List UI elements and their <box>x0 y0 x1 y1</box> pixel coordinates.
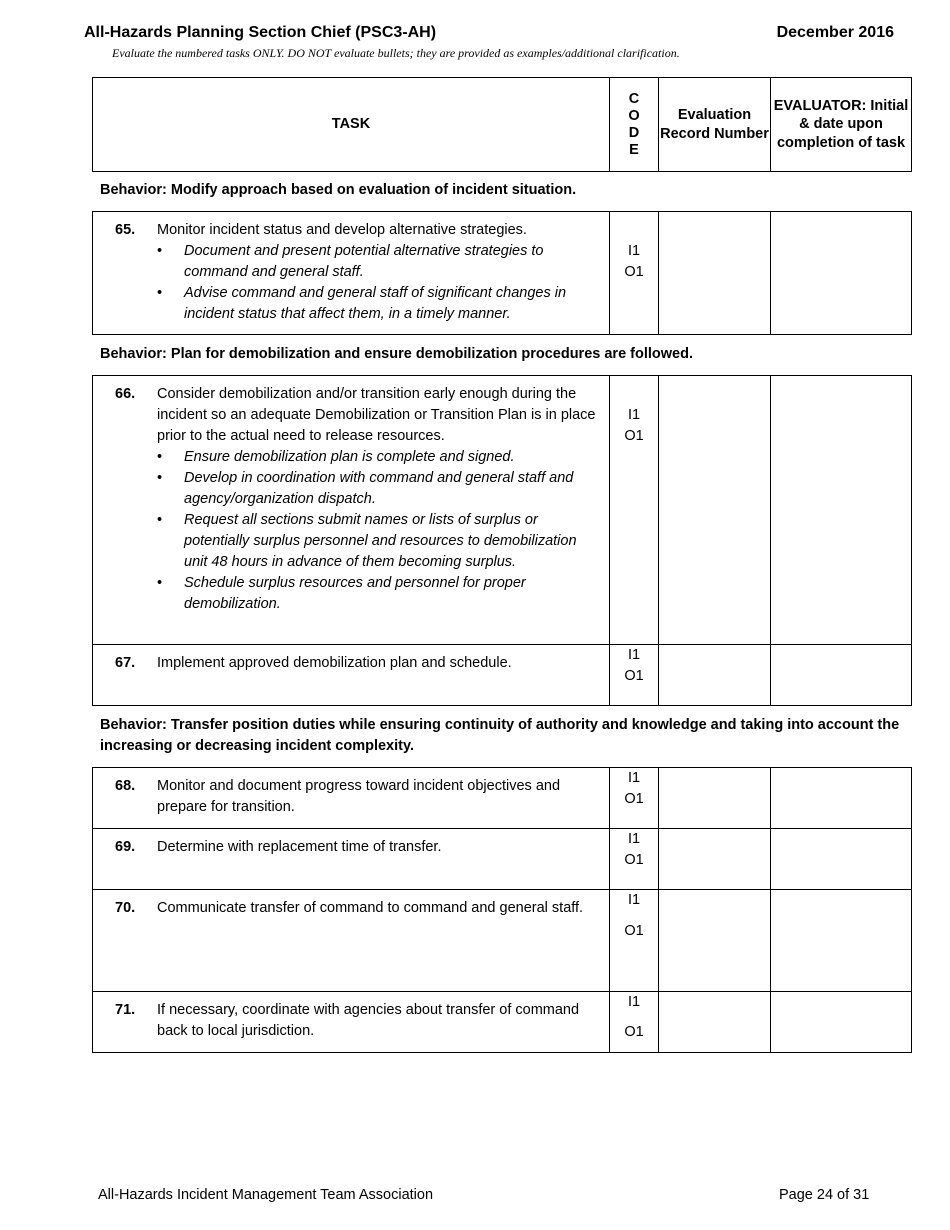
evaluation-record-cell[interactable] <box>659 829 771 890</box>
behavior-heading: Behavior: Transfer position duties while ensuring continuity of authority and knowledge and taking into account the increasing or decreasing incident complexity. <box>100 717 900 754</box>
evaluation-record-cell[interactable] <box>659 645 771 706</box>
task-cell <box>93 829 610 890</box>
task-number: 70. <box>115 900 136 916</box>
behavior-heading: Behavior: Plan for demobilization and ensure demobilization procedures are followed. <box>100 346 693 362</box>
evaluator-column-header: EVALUATOR: Initial & date upon completion of task <box>771 78 912 172</box>
task-bullet: • Document and present potential alternative strategies to command and general staff. <box>157 241 601 283</box>
code-cell <box>610 829 659 890</box>
task-number: 65. <box>115 222 136 238</box>
task-text: Monitor and document progress toward incident objectives and prepare for transition. <box>157 778 561 815</box>
task-number: 69. <box>115 839 136 855</box>
task-table <box>92 211 912 335</box>
evaluation-record-cell[interactable] <box>659 768 771 829</box>
code-value: I1 <box>627 892 641 908</box>
task-bullet: • Ensure demobilization plan is complete and signed. <box>157 447 601 468</box>
task-table <box>92 767 912 1053</box>
code-value: I1 <box>627 994 641 1010</box>
task-number: 67. <box>115 655 136 671</box>
code-column-header <box>610 78 659 172</box>
code-letter: D <box>628 124 640 141</box>
task-bullet: • Advise command and general staff of significant changes in incident status that affect them, in a timely manner. <box>157 283 601 325</box>
page-number: Page 24 of 31 <box>779 1187 870 1203</box>
code-value: I1 <box>627 243 641 259</box>
task-cell <box>93 992 610 1053</box>
task-bullet: • Request all sections submit names or lists of surplus or potentially surplus personnel and resources to demobilization unit 48 hours in advance of them becoming surplus. <box>157 510 601 573</box>
behavior-heading: Behavior: Modify approach based on evaluation of incident situation. <box>100 182 577 198</box>
evaluator-initial-cell[interactable] <box>771 890 912 992</box>
code-value: O1 <box>624 668 644 684</box>
task-row <box>93 890 912 992</box>
task-cell <box>93 890 610 992</box>
evaluation-record-cell[interactable] <box>659 992 771 1053</box>
task-row <box>93 829 912 890</box>
task-number: 68. <box>115 778 136 794</box>
code-value: I1 <box>627 770 641 786</box>
document-title: All-Hazards Planning Section Chief (PSC3-AH) <box>84 24 437 41</box>
task-number: 71. <box>115 1002 136 1018</box>
evaluator-initial-cell[interactable] <box>771 376 912 645</box>
task-row <box>93 212 912 335</box>
task-text: Implement approved demobilization plan and schedule. <box>157 655 512 671</box>
task-row <box>93 768 912 829</box>
task-text: Determine with replacement time of transfer. <box>157 839 442 855</box>
code-value: O1 <box>624 791 644 807</box>
task-cell <box>93 212 610 335</box>
task-column-header: TASK <box>93 78 610 172</box>
task-row <box>93 376 912 645</box>
evaluation-record-cell[interactable] <box>659 376 771 645</box>
code-cell <box>610 645 659 706</box>
task-row <box>93 645 912 706</box>
code-value: I1 <box>627 831 641 847</box>
task-text: Monitor incident status and develop alternative strategies. <box>157 222 527 238</box>
task-bullets <box>157 241 601 325</box>
task-bullet: • Develop in coordination with command and general staff and agency/organization dispatch. <box>157 468 601 510</box>
task-bullets <box>157 447 601 615</box>
code-cell <box>610 212 659 335</box>
task-text: Consider demobilization and/or transition early enough during the incident so an adequate Demobilization or Transition Plan is in place prior to the actual need to release resources. <box>157 386 596 444</box>
evaluation-instruction: Evaluate the numbered tasks ONLY. DO NOT evaluate bullets; they are provided as examples/additional clarification. <box>112 46 680 60</box>
code-value: O1 <box>624 923 644 939</box>
task-header-table <box>92 77 912 172</box>
evaluator-initial-cell[interactable] <box>771 829 912 890</box>
code-cell <box>610 992 659 1053</box>
code-letter: O <box>628 107 640 124</box>
evaluator-initial-cell[interactable] <box>771 212 912 335</box>
code-value: O1 <box>624 428 644 444</box>
task-text: Communicate transfer of command to command and general staff. <box>157 900 584 916</box>
code-value: I1 <box>627 647 641 663</box>
evaluation-record-cell[interactable] <box>659 890 771 992</box>
task-number: 66. <box>115 386 136 402</box>
evaluation-record-cell[interactable] <box>659 212 771 335</box>
code-cell <box>610 376 659 645</box>
evaluator-initial-cell[interactable] <box>771 992 912 1053</box>
task-text: If necessary, coordinate with agencies about transfer of command back to local jurisdiction. <box>157 1002 580 1039</box>
task-bullet: • Schedule surplus resources and personnel for proper demobilization. <box>157 573 601 615</box>
code-value: I1 <box>627 407 641 423</box>
code-letter: C <box>628 90 640 107</box>
code-cell <box>610 890 659 992</box>
code-letter: E <box>629 141 639 158</box>
task-cell <box>93 645 610 706</box>
code-value: O1 <box>624 852 644 868</box>
task-cell <box>93 376 610 645</box>
document-date: December 2016 <box>776 24 894 41</box>
evaluator-initial-cell[interactable] <box>771 768 912 829</box>
code-value: O1 <box>624 1024 644 1040</box>
task-table <box>92 375 912 706</box>
evaluator-initial-cell[interactable] <box>771 645 912 706</box>
code-value: O1 <box>624 264 644 280</box>
evaluation-record-column-header: Evaluation Record Number <box>659 78 771 172</box>
footer-organization: All-Hazards Incident Management Team Association <box>98 1187 434 1203</box>
task-cell <box>93 768 610 829</box>
task-row <box>93 992 912 1053</box>
code-cell <box>610 768 659 829</box>
